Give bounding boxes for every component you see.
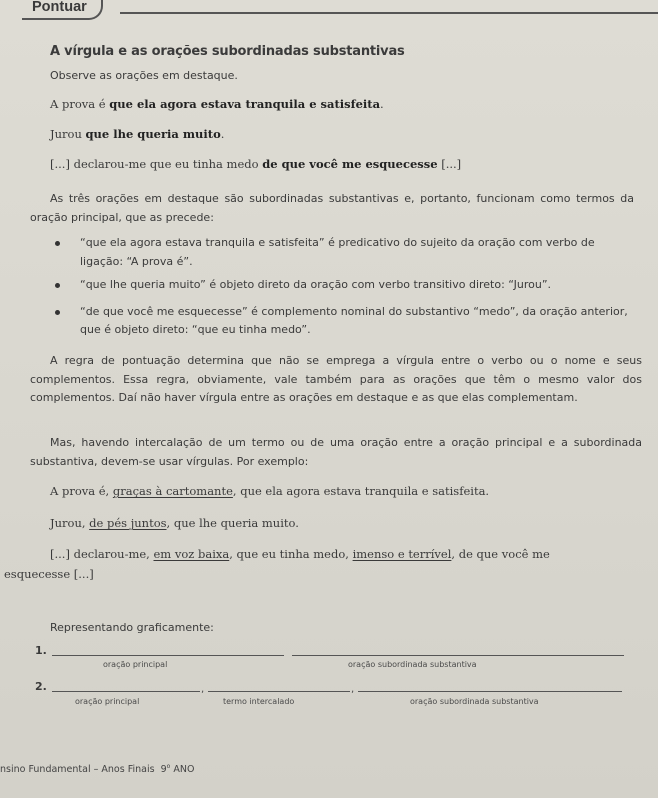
- example-2-end: .: [220, 127, 225, 141]
- example-1-end: .: [380, 97, 384, 111]
- footer-grade-number: 9: [160, 764, 167, 776]
- example-1-plain: A prova é: [50, 97, 110, 111]
- example-3-plain: [...] declarou-me que eu tinha medo: [50, 157, 263, 171]
- lesson-title: A vírgula e as orações subordinadas substantivas: [50, 44, 405, 59]
- ex1-intercalated: graças à cartomante: [112, 484, 233, 498]
- ex2-intercalated: de pés juntos: [89, 516, 167, 530]
- footer-grade-ordinal: o: [166, 763, 171, 770]
- paragraph-3: Mas, havendo intercalação de um termo ou de uma oração entre a oração principal e a subordinada substantiva, devem-se usar vírgulas. Por exemplo:: [30, 436, 642, 468]
- ex3-intercalated-1: em voz baixa: [153, 547, 230, 561]
- footer-course: nsino Fundamental – Anos Finais: [0, 764, 155, 776]
- example-3: [50, 157, 461, 171]
- comma-mark: ,: [351, 684, 355, 695]
- paragraph-1: As três orações em destaque são subordinadas substantivas e, portanto, funcionam como termos da oração principal, que as precede:: [30, 192, 634, 224]
- example-1: [50, 97, 384, 111]
- list-item: “que lhe queria muito” é objeto direto da oração com verbo transitivo direto: “Jurou”.: [28, 276, 640, 295]
- example-2-bold: que lhe queria muito: [85, 127, 221, 141]
- example-1-bold: que ela agora estava tranquila e satisfeita: [109, 97, 381, 111]
- blank-line: [358, 691, 622, 692]
- ex2-end: , que lhe queria muito.: [166, 516, 299, 530]
- intro-text: Observe as orações em destaque.: [50, 69, 238, 82]
- blank-line: [292, 655, 624, 656]
- ex3-end: , de que você me: [451, 547, 550, 561]
- graphic-intro: Representando graficamente:: [50, 621, 214, 634]
- ex3-intercalated-2: imenso e terrível: [352, 547, 452, 561]
- label-termo-intercalado: termo intercalado: [223, 697, 295, 706]
- blank-line: [52, 691, 200, 692]
- graphic-row-2-number: 2.: [35, 680, 47, 693]
- example-3-bold: de que você me esquecesse: [262, 157, 438, 171]
- footer: [0, 763, 194, 775]
- ex3-start: [...] declarou-me,: [50, 547, 154, 561]
- list-item: “de que você me esquecesse” é complemento nominal do substantivo “medo”, da oração anterior, que é objeto direto: “que eu tinha medo”.: [28, 303, 640, 340]
- label-oracao-subordinada: oração subordinada substantiva: [348, 660, 477, 669]
- graphic-row-1-number: 1.: [35, 644, 47, 657]
- comma-mark: ,: [201, 684, 205, 695]
- intercalated-example-3-continuation: esquecesse [...]: [4, 567, 94, 581]
- blank-line: [52, 655, 284, 656]
- ex2-start: Jurou,: [50, 516, 90, 530]
- label-oracao-principal: oração principal: [103, 660, 168, 669]
- ex1-end: , que ela agora estava tranquila e satisfeita.: [232, 484, 490, 498]
- paragraph-2: A regra de pontuação determina que não se emprega a vírgula entre o verbo ou o nome e seus complementos. Essa regra, obviamente, vale também para as orações que têm o mesmo valor dos complementos. Daí não haver vírgula entre as orações em destaque e as que elas complementam.: [30, 354, 642, 404]
- explanation-list: [28, 234, 640, 345]
- example-3-end: [...]: [437, 157, 462, 171]
- section-tab: [22, 0, 103, 20]
- example-2: [50, 127, 224, 141]
- intercalated-example-1: [50, 481, 489, 501]
- list-item: “que ela agora estava tranquila e satisfeita” é predicativo do sujeito da oração com verbo de ligação: “A prova é”.: [28, 234, 640, 271]
- section-title: Pontuar: [32, 0, 87, 15]
- label-oracao-subordinada-2: oração subordinada substantiva: [410, 697, 539, 706]
- ex1-start: A prova é,: [50, 484, 113, 498]
- footer-grade-word: ANO: [173, 764, 195, 776]
- blank-line: [208, 691, 350, 692]
- example-2-plain: Jurou: [50, 127, 86, 141]
- intercalated-example-3: [50, 544, 550, 564]
- header-rule: [120, 12, 658, 14]
- intercalated-example-2: [50, 513, 299, 533]
- label-oracao-principal-2: oração principal: [75, 697, 140, 706]
- ex3-middle: , que eu tinha medo,: [229, 547, 353, 561]
